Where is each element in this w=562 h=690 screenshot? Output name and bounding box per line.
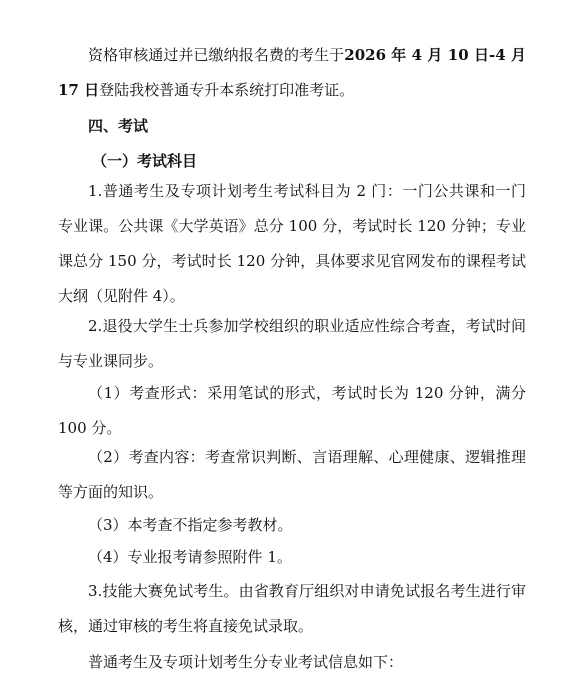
admission-ticket-paragraph bbox=[58, 38, 526, 108]
item-2-sub-1-format: （1）考查形式：采用笔试的形式，考试时长为 120 分钟，满分 100 分。 bbox=[58, 384, 526, 437]
item-2-sub-3-materials: （3）本考查不指定参考教材。 bbox=[88, 516, 293, 534]
section-heading-exam: 四、考试 bbox=[88, 117, 149, 135]
item-2-veteran-assessment: 2.退役大学生士兵参加学校组织的职业适应性综合考查，考试时间与专业课同步。 bbox=[58, 317, 526, 370]
admission-ticket-text-after: 登陆我校普通专升本系统打印准考证。 bbox=[99, 81, 355, 99]
item-2-sub-4-major-reference: （4）专业报考请参照附件 1。 bbox=[88, 548, 292, 566]
subsection-heading-exam-subjects: （一）考试科目 bbox=[92, 152, 198, 170]
admission-ticket-text-before: 资格审核通过并已缴纳报名费的考生于 bbox=[88, 46, 345, 64]
admission-ticket-dates: 2026 年 4 月 10 日-4 月 17 日 bbox=[58, 46, 526, 99]
item-1-exam-subjects: 1.普通考生及专项计划考生考试科目为 2 门：一门公共课和一门专业课。公共课《大学英语》总分 100 分，考试时长 120 分钟；专业课总分 150 分，考试时长 120 分钟，具体要求见官网发布的课程考试大纲（见附件 4）。 bbox=[58, 182, 526, 305]
item-3-skills-competition: 3.技能大赛免试考生。由省教育厅组织对申请免试报名考生进行审核，通过审核的考生将直接免试录取。 bbox=[58, 582, 526, 635]
item-2-sub-2-content: （2）考查内容：考查常识判断、言语理解、心理健康、逻辑推理等方面的知识。 bbox=[58, 448, 526, 501]
closing-sentence: 普通考生及专项计划考生分专业考试信息如下： bbox=[88, 653, 404, 671]
